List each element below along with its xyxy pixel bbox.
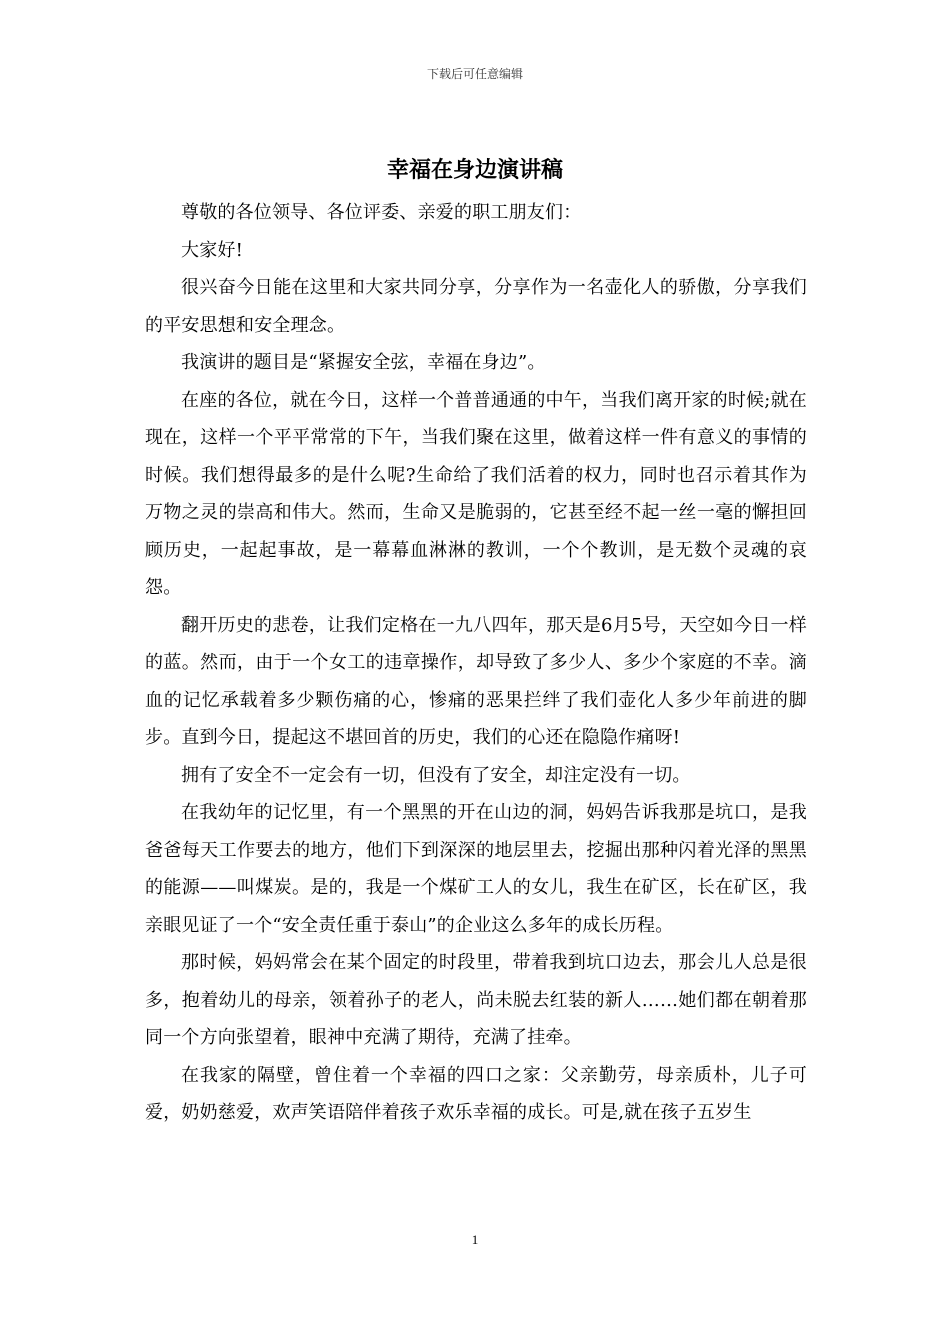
paragraph: 很兴奋今日能在这里和大家共同分享，分享作为一名壶化人的骄傲，分享我们的平安思想和安全理念。 — [145, 277, 807, 336]
paragraph: 那时候，妈妈常会在某个固定的时段里，带着我到坑口边去，那会儿人总是很多，抱着幼儿的母亲，领着孙子的老人，尚未脱去红装的新人……她们都在朝着那同一个方向张望着，眼神中充满了期待，充满了挂牵。 — [145, 952, 807, 1048]
paragraph: 在我幼年的记忆里，有一个黑黑的开在山边的洞，妈妈告诉我那是坑口，是我爸爸每天工作要去的地方，他们下到深深的地层里去，挖掘出那种闪着光泽的黑黑的能源——叫煤炭。是的，我是一个煤矿工人的女儿，我生在矿区，长在矿区，我亲眼见证了一个“安全责任重于泰山”的企业这么多年的成长历程。 — [145, 802, 807, 936]
paragraph: 翻开历史的悲卷，让我们定格在一九八四年，那天是6月5号，天空如今日一样的蓝。然而，由于一个女工的违章操作，却导致了多少人、多少个家庭的不幸。滴血的记忆承载着多少颗伤痛的心，惨痛的恶果拦绊了我们壶化人多少年前进的脚步。直到今日，提起这不堪回首的历史，我们的心还在隐隐作痛呀! — [145, 614, 807, 748]
document-title: 幸福在身边演讲稿 — [386, 157, 563, 183]
page-number: 1 — [471, 1232, 479, 1247]
paragraph: 拥有了安全不一定会有一切，但没有了安全，却注定没有一切。 — [181, 764, 691, 786]
paragraph: 在座的各位，就在今日，这样一个普普通通的中午，当我们离开家的时候;就在现在，这样一个平平常常的下午，当我们聚在这里，做着这样一件有意义的事情的时候。我们想得最多的是什么呢?生命给了我们活着的权力，同时也召示着其作为万物之灵的崇高和伟大。然而，生命又是脆弱的，它甚至经不起一丝一毫的懈担回顾历史，一起起事故，是一幕幕血淋淋的教训，一个个教训，是无数个灵魂的哀怨。 — [145, 389, 807, 598]
paragraph-salutation: 尊敬的各位领导、各位评委、亲爱的职工朋友们： — [181, 202, 582, 223]
document-body — [145, 194, 807, 1132]
paragraph: 在我家的隔壁，曾住着一个幸福的四口之家：父亲勤劳，母亲质朴，儿子可爱，奶奶慈爱，欢声笑语陪伴着孩子欢乐幸福的成长。可是,就在孩子五岁生 — [145, 1064, 807, 1123]
page-header: 下载后可任意编辑 — [426, 67, 523, 81]
paragraph-greeting: 大家好! — [181, 239, 244, 261]
paragraph: 我演讲的题目是“紧握安全弦，幸福在身边”。 — [181, 352, 546, 373]
